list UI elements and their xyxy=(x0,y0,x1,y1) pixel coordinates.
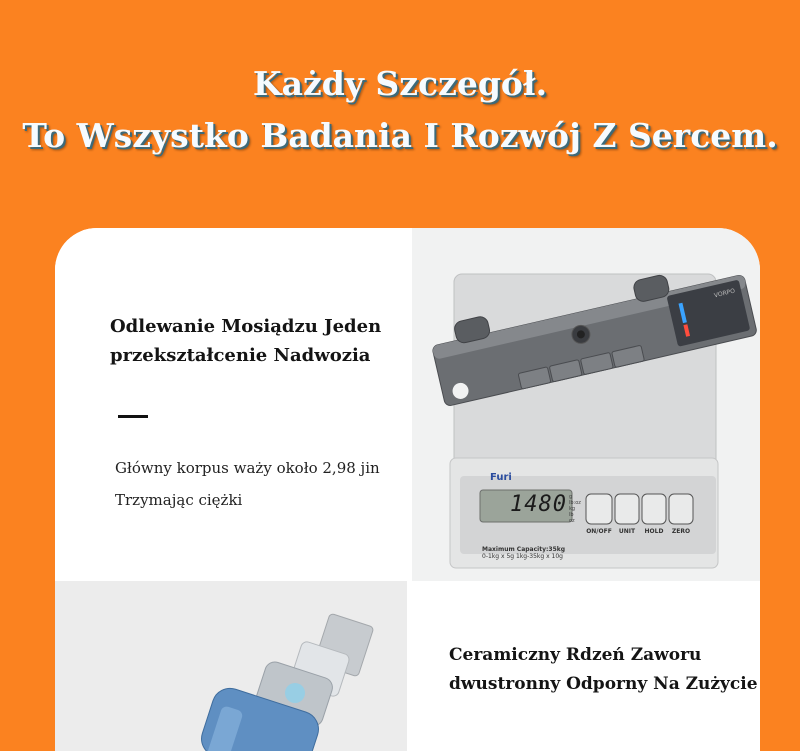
feature-card xyxy=(55,228,760,751)
headline-line-2: To Wszystko Badania I Rozwój Z Sercem. xyxy=(22,116,778,155)
unit-label: lb:oz xyxy=(569,500,581,506)
feature-2-title-line-1: Ceramiczny Rdzeń Zaworu xyxy=(449,645,702,665)
vendor-mark: VORPO xyxy=(713,287,736,300)
capacity-info xyxy=(482,546,565,560)
unit-button xyxy=(615,494,639,524)
scale-photo xyxy=(412,228,760,581)
unit-label-button: UNIT xyxy=(618,528,636,535)
feature-1-title-line-1: Odlewanie Mosiądzu Jeden xyxy=(110,316,382,337)
unit-label: oz xyxy=(569,518,575,524)
feature-2-title xyxy=(449,641,758,699)
on-off-button xyxy=(586,494,612,524)
unit-list xyxy=(569,494,581,524)
feature-1-body-line-2: Trzymając ciężki xyxy=(115,491,243,509)
hold-button xyxy=(642,494,666,524)
headline xyxy=(0,58,800,162)
feature-1-body xyxy=(115,452,405,516)
feature-1-body-line-1: Główny korpus waży około 2,98 jin xyxy=(115,459,380,477)
scale-brand: Furi xyxy=(490,472,512,483)
scale-reading: 1480 xyxy=(510,492,567,517)
unit-label: kg xyxy=(569,506,576,512)
feature-1-title xyxy=(110,312,400,370)
on-off-label: ON/OFF xyxy=(586,528,612,535)
capacity-line-2: 0-1kg x 5g 1kg-35kg x 10g xyxy=(482,553,563,560)
feature-1-title-line-2: przekształcenie Nadwozia xyxy=(110,345,371,366)
zero-button xyxy=(669,494,693,524)
zero-label: ZERO xyxy=(671,528,691,535)
unit-label: g xyxy=(569,494,573,500)
feature-1-panel xyxy=(55,228,412,581)
headline-line-1: Każdy Szczegół. xyxy=(252,64,548,103)
feature-2-title-line-2: dwustronny Odporny Na Zużycie xyxy=(449,674,758,694)
title-divider xyxy=(118,415,148,418)
valve-core-photo xyxy=(55,581,407,751)
hold-label: HOLD xyxy=(644,528,664,535)
unit-label: lb xyxy=(569,512,574,518)
valve-core-illustration xyxy=(55,581,407,751)
capacity-line-1: Maximum Capacity:35kg xyxy=(482,546,566,553)
